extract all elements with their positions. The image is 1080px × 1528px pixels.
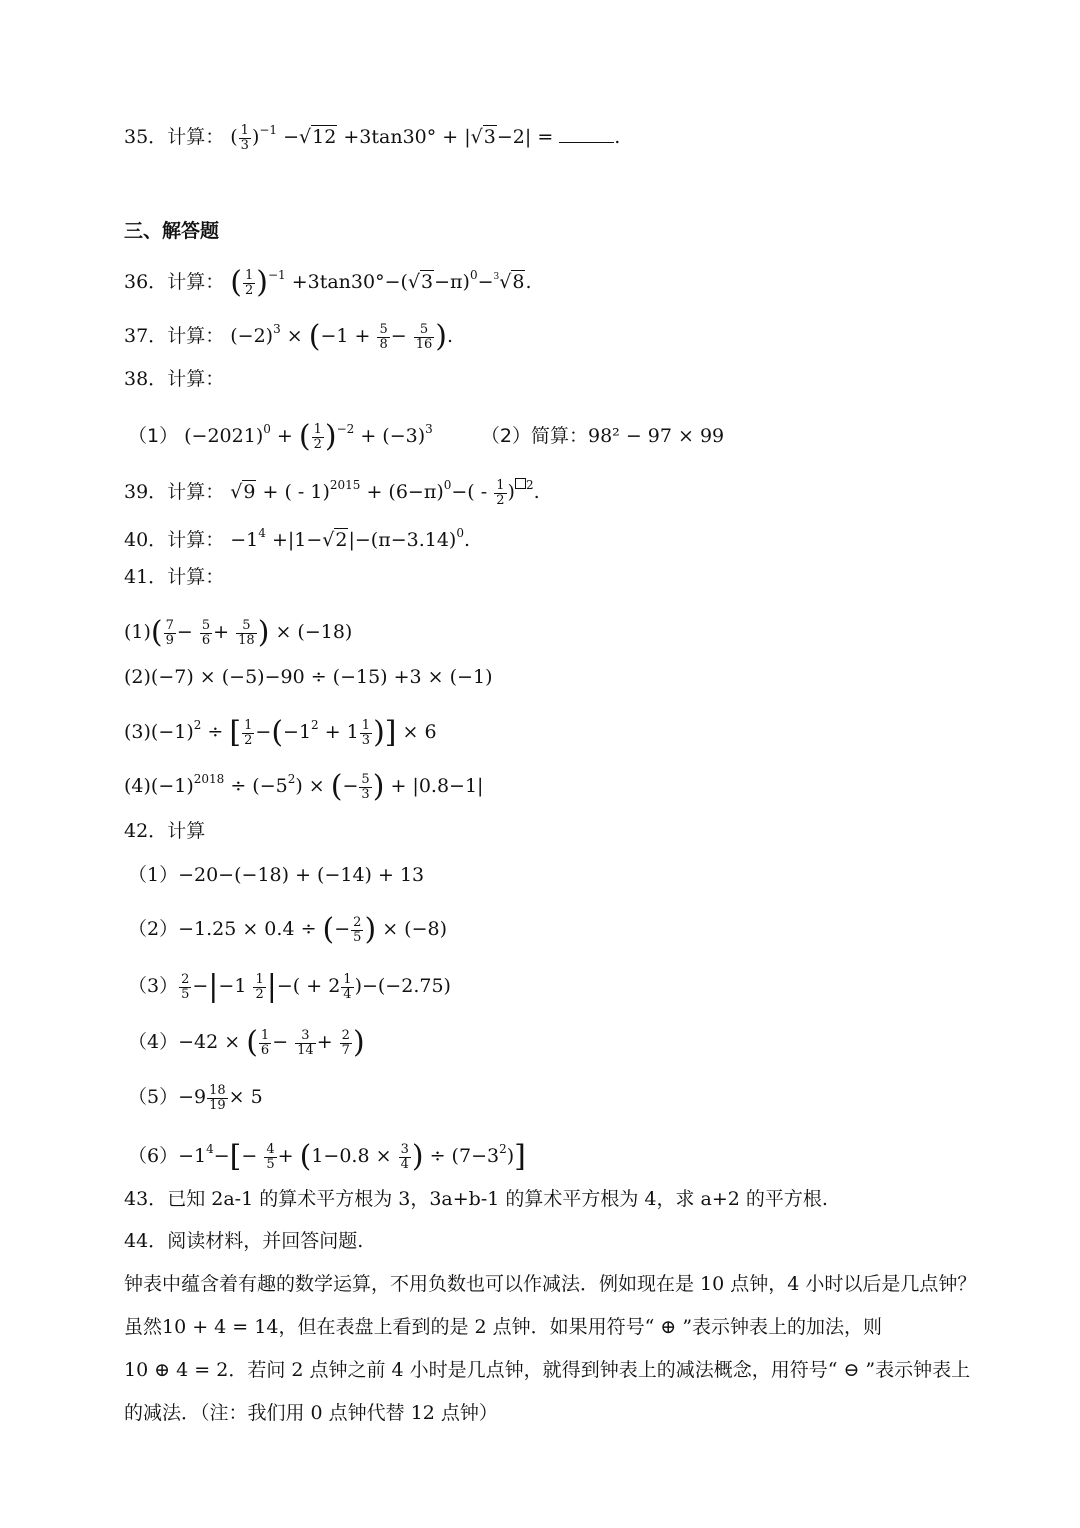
q42-part-6: $(6)-1^4-[-$ $\frac{4}{5}$ + (1−0.8 × $\frac{3}{4}$ ) ÷ $(7-3^2)$] [128, 1139, 526, 1174]
question-39: 39．计算： √9 + ( - $1)^{2015} + (6-\pi)^0-$( - $\frac{1}{2}$ ) $^2$. [124, 477, 540, 508]
q42-part-5: （5）−9 $\frac{18}{19}$ × 5 [128, 1083, 263, 1113]
q41-part-4: $(4)(-1)^{2018} \div (-5^2)$ × (− $\frac{5}{3}$ ) + |0.8−1| [124, 769, 484, 804]
q35-formula: ( $\frac{1}{3}$ )$^{-1}$ −√12 +3tan30° + |√3−2| [230, 123, 538, 153]
question-38-parts: （1） $(-2021)^0$ + ( $\frac{1}{2}$ )$^{-2} + (-3)^3$ （2）简算：98² − 97 × 99 [128, 419, 725, 454]
q41-part-1: (1)( $\frac{7}{9}$ − $\frac{5}{6}$ + $\frac{5}{18}$ ) × (−18) [124, 615, 353, 650]
question-44: 44．阅读材料，并回答问题. [124, 1230, 364, 1252]
question-38: 38．计算： [124, 368, 225, 390]
q42-part-4: （4）−42 × ( $\frac{1}{6}$ − $\frac{3}{14}$ + $\frac{2}{7}$ ) [128, 1025, 365, 1060]
q38-1-formula: $(-2021)^0$ + ( $\frac{1}{2}$ )$^{-2} + (-3)^3$ [184, 419, 433, 454]
question-40: 40．计算： $-1^4 +|1-√2|-(\pi-3.14)^0$. [124, 526, 471, 551]
q44-paragraph-2: 虽然10 + 4 = 14，但在表盘上看到的是 2 点钟．如果用符号“ ⊕ ”表示钟表上的加法，则 [124, 1316, 883, 1338]
q44-paragraph-1: 钟表中蕴含着有趣的数学运算，不用负数也可以作减法．例如现在是 10 点钟，4 小时以后是几点钟？ [124, 1273, 977, 1295]
q42-part-3: （3） $\frac{2}{5}$ −|−1 $\frac{1}{2}$ |−( + 2 $\frac{1}{4}$ )−(−2.75) [128, 969, 451, 1004]
answer-blank [559, 142, 614, 143]
q44-paragraph-3: 10 ⊕ 4 = 2．若问 2 点钟之前 4 小时是几点钟，就得到钟表上的减法概念，用符号“ ⊖ ”表示钟表上 [124, 1359, 971, 1381]
q42-part-1: （1）−20−(−18) + (−14) + 13 [128, 864, 425, 886]
section-heading: 三、解答题 [124, 220, 220, 242]
question-35: 35．计算： ( $\frac{1}{3}$ )$^{-1}$ −√12 +3tan30° + |√3−2| = . [124, 123, 621, 153]
q40-formula: $-1^4 +|1-√2|-(\pi-3.14)^0$. [230, 526, 471, 551]
q41-part-2: (2)(−7) × (−5)−90 ÷ (−15) +3 × (−1) [124, 666, 493, 688]
question-37: 37．计算： $(-2)^3 \times (-1$ + $\frac{5}{8}$ − $\frac{5}{16}$ ). [124, 319, 454, 354]
q39-formula: √9 + ( - $1)^{2015} + (6-\pi)^0-$( - $\frac{1}{2}$ ) $^2$. [230, 477, 540, 508]
q36-formula: ( $\frac{1}{2}$ )$^{-1} +3\tan 30^\circ-(√3-\pi)^0-^3√8$. [230, 265, 532, 300]
q42-part-2: （2）−1.25 × 0.4 ÷ (− $\frac{2}{5}$ ) × (−8) [128, 912, 448, 947]
q41-part-3: $(3)(-1)^2$ ÷ [ $\frac{1}{2}$ $-(-1^2 + 1$ $\frac{1}{3}$ )] × 6 [124, 715, 437, 750]
question-43: 43．已知 2a-1 的算术平方根为 3，3a+b-1 的算术平方根为 4，求 a+2 的平方根. [124, 1188, 828, 1210]
question-41: 41．计算： [124, 566, 225, 588]
q44-paragraph-4: 的减法．（注：我们用 0 点钟代替 12 点钟） [124, 1402, 498, 1424]
question-36: 36．计算： ( $\frac{1}{2}$ )$^{-1} +3\tan 30^\circ-(√3-\pi)^0-^3√8$. [124, 265, 532, 300]
q37-formula: $(-2)^3 \times (-1$ + $\frac{5}{8}$ − $\frac{5}{16}$ ). [230, 319, 454, 354]
question-42: 42．计算 [124, 820, 206, 842]
